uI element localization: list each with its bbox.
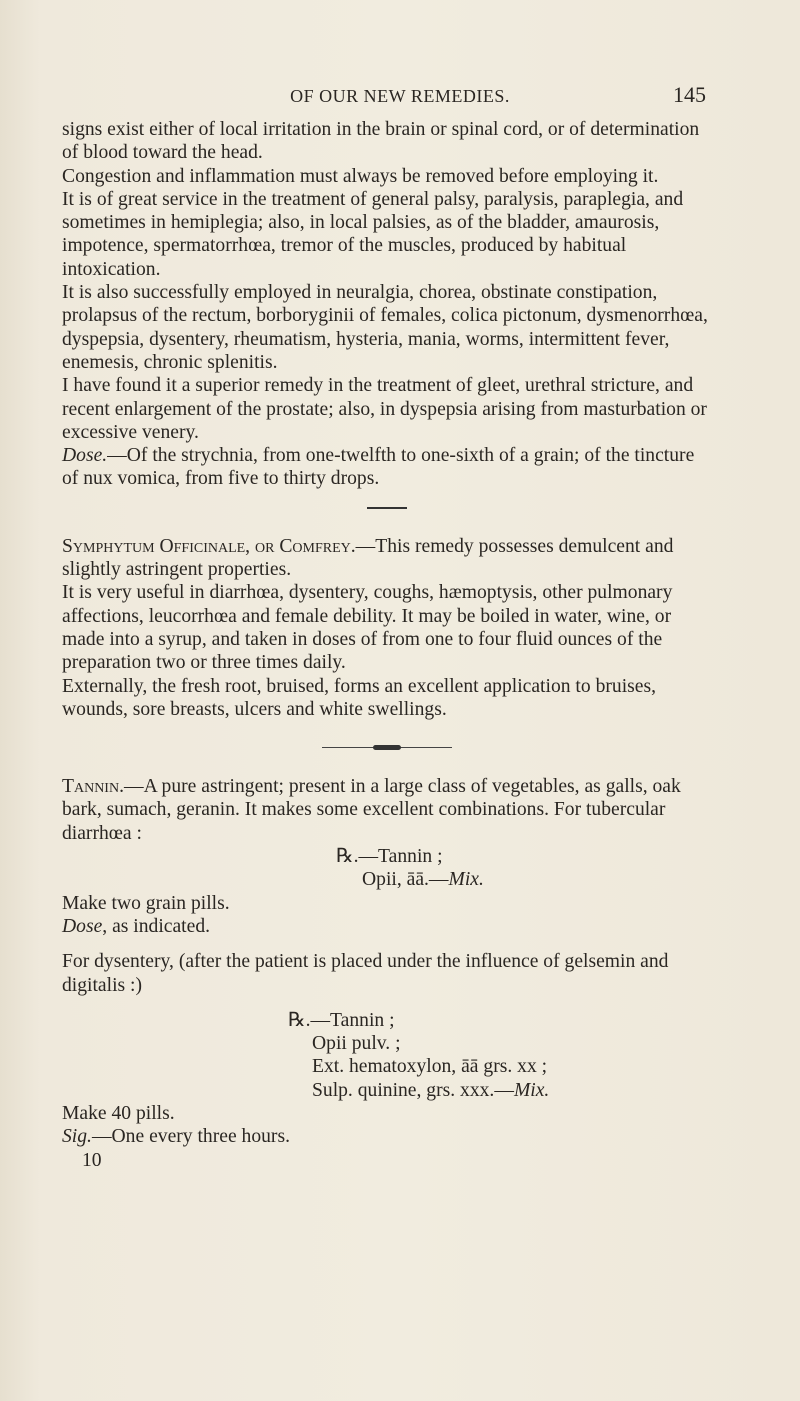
sig-paragraph [62,1125,712,1148]
tannin-section [62,775,712,1172]
paragraph: Congestion and inflammation must always be removed before employing it. [62,165,659,187]
paragraph: For dysentery, (after the patient is placed under the influence of gelsemin and digitalis :) [62,951,669,996]
ornament-divider [62,731,712,765]
paragraph [62,775,712,845]
paragraph: It is also successfully employed in neuralgia, chorea, obstinate constipation, prolapsus of the rectum, borboryginii of females, colica pictonum, dysmenorrhœa, dyspepsia, dysentery, rheumatism, hysteria, mania, worms, intermittent fever, enemesis, chronic splenitis. [62,282,708,373]
section-lead: —A pure astringent; present in a large class of vegetables, as galls, oak bark, sumach, geranin. It makes some excellent combinations. For tubercular diarrhœa : [62,776,681,844]
dose-paragraph [62,444,712,491]
dose-text: , as indicated. [102,915,211,937]
dose-label: Dose. [62,445,108,467]
signature-mark: 10 [82,1149,102,1171]
sig-text: —One every three hours. [91,1126,290,1148]
section-lead: —This remedy possesses demulcent and slightly astringent properties. [62,535,674,581]
paragraph: signs exist either of local irritation in the brain or spinal cord, or of determination of blood toward the head. [62,119,700,164]
prescription-line: Opii, āā.—Mix. [362,869,484,891]
prescription-instruction: Make 40 pills. [62,1102,175,1124]
dose-paragraph [62,915,712,938]
mix-label: Mix. [513,1079,550,1101]
running-head: OF OUR NEW REMEDIES. [290,86,510,106]
page-body [62,118,712,1172]
section-title: Symphytum Officinale, or Comfrey. [62,535,356,557]
paragraph: Externally, the fresh root, bruised, forms an excellent application to bruises, wounds, sore breasts, ulcers and white swellings. [62,675,656,720]
prescription-line: ℞.—Tannin ; [336,846,443,868]
paragraph: It is very useful in diarrhœa, dysentery, coughs, hæmoptysis, other pulmonary affections, leucorrhœa and female debility. It may be boiled in water, wine, or made into a syrup, and taken in doses of from one to four fluid ounces of the preparation two or three times daily. [62,582,673,674]
section-title: Tannin. [62,776,124,798]
strychnia-section [62,118,712,491]
paragraph: It is of great service in the treatment of general palsy, paralysis, paraplegia, and sometimes in hemiplegia; also, in local palsies, as of the bladder, amaurosis, impotence, spermatorrhœa, tremor of the muscles, produced by habitual intoxication. [62,188,684,280]
dose-text: —Of the strychnia, from one-twelfth to one-sixth of a grain; of the tincture of nux vomica, from five to thirty drops. [62,445,695,490]
paragraph: I have found it a superior remedy in the treatment of gleet, urethral stricture, and recent enlargement of the prostate; also, in dyspepsia arising from masturbation or excessive venery. [62,375,707,443]
prescription-instruction: Make two grain pills. [62,892,230,914]
prescription-line: Opii pulv. ; [312,1033,401,1055]
dose-label: Dose [62,915,103,937]
prescription-line: Ext. hematoxylon, āā grs. xx ; [312,1056,548,1078]
page-header [0,82,800,110]
symphytum-section [62,535,712,721]
mix-label: Mix. [448,869,484,891]
sig-label: Sig. [62,1126,92,1148]
page-number: 145 [673,82,706,107]
paragraph [62,535,712,582]
section-divider [62,491,712,525]
prescription-line: ℞.—Tannin ; [288,1009,395,1031]
prescription-line: Sulp. quinine, grs. xxx.—Mix. [312,1079,550,1101]
